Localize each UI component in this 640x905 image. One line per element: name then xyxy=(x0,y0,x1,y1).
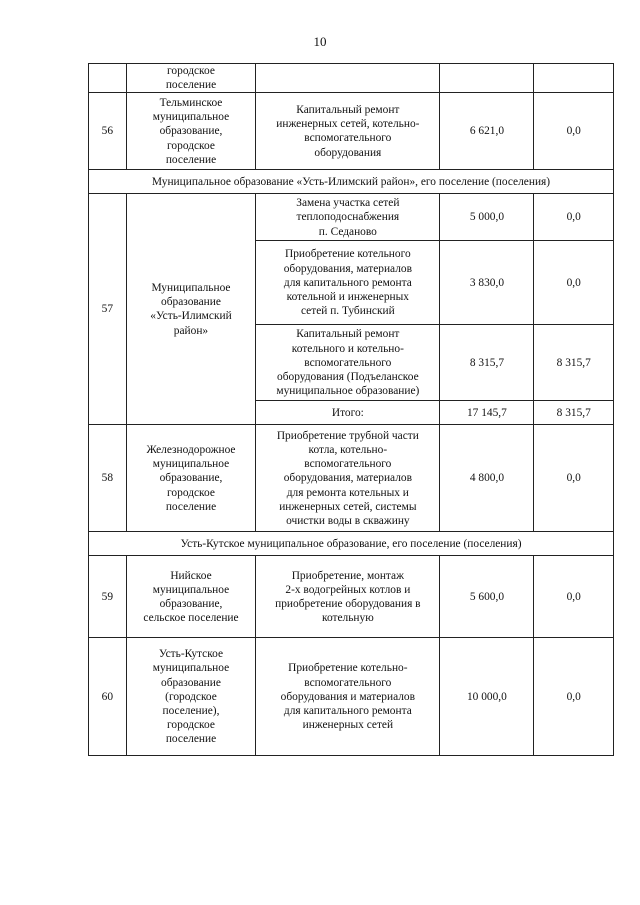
cell-number xyxy=(89,64,127,93)
cell-amount-2: 0,0 xyxy=(534,241,614,325)
cell-number: 60 xyxy=(89,638,127,756)
cell-work: Капитальный ремонт инженерных сетей, котельно- вспомогательного оборудования xyxy=(256,93,440,170)
section-row xyxy=(89,170,614,194)
cell-amount: 5 000,0 xyxy=(440,194,534,241)
cell-number: 58 xyxy=(89,425,127,532)
cell-municipality: городское поселение xyxy=(126,64,256,93)
table-row xyxy=(89,93,614,170)
cell-number: 57 xyxy=(89,194,127,425)
page-number: 10 xyxy=(313,34,327,49)
cell-municipality: Усть-Кутское муниципальное образование (городское поселение), городское поселение xyxy=(126,638,256,756)
total-amount: 17 145,7 xyxy=(440,401,534,425)
cell-municipality: Муниципальное образование «Усть-Илимский район» xyxy=(126,194,256,425)
section-heading: Усть-Кутское муниципальное образование, его поселение (поселения) xyxy=(89,532,614,556)
cell-amount-2: 0,0 xyxy=(534,425,614,532)
cell-municipality: Тельминское муниципальное образование, городское поселение xyxy=(126,93,256,170)
cell-work: Замена участка сетей теплоподоснабжения п. Седаново xyxy=(256,194,440,241)
section-row xyxy=(89,532,614,556)
cell-amount: 10 000,0 xyxy=(440,638,534,756)
cell-amount-2: 0,0 xyxy=(534,194,614,241)
table-row xyxy=(89,194,614,241)
cell-amount-2 xyxy=(534,64,614,93)
cell-number: 59 xyxy=(89,556,127,638)
cell-amount: 8 315,7 xyxy=(440,325,534,401)
cell-work: Приобретение трубной части котла, котельно- вспомогательного оборудования, материалов для ремонта котельных и инженерных сетей, системы очистки воды в скважину xyxy=(256,425,440,532)
total-label: Итого: xyxy=(256,401,440,425)
cell-amount: 5 600,0 xyxy=(440,556,534,638)
cell-municipality: Нийское муниципальное образование, сельское поселение xyxy=(126,556,256,638)
cell-number: 56 xyxy=(89,93,127,170)
cell-amount: 6 621,0 xyxy=(440,93,534,170)
cell-work: Приобретение, монтаж 2-х водогрейных котлов и приобретение оборудования в котельную xyxy=(256,556,440,638)
section-heading: Муниципальное образование «Усть-Илимский район», его поселение (поселения) xyxy=(89,170,614,194)
cell-amount-2: 0,0 xyxy=(534,638,614,756)
table-row xyxy=(89,556,614,638)
cell-amount-2: 8 315,7 xyxy=(534,325,614,401)
cell-amount-2: 0,0 xyxy=(534,556,614,638)
table-row-continued xyxy=(89,64,614,93)
cell-work xyxy=(256,64,440,93)
table-row xyxy=(89,638,614,756)
cell-amount-2: 0,0 xyxy=(534,93,614,170)
total-amount-2: 8 315,7 xyxy=(534,401,614,425)
cell-work: Приобретение котельного оборудования, материалов для капитального ремонта котельной и инженерных сетей п. Тубинский xyxy=(256,241,440,325)
cell-amount: 3 830,0 xyxy=(440,241,534,325)
cell-amount xyxy=(440,64,534,93)
cell-amount: 4 800,0 xyxy=(440,425,534,532)
table-row xyxy=(89,425,614,532)
cell-work: Капитальный ремонт котельного и котельно- вспомогательного оборудования (Подъеланское муниципальное образование) xyxy=(256,325,440,401)
cell-municipality: Железнодорожное муниципальное образование, городское поселение xyxy=(126,425,256,532)
funding-table xyxy=(88,63,614,756)
cell-work: Приобретение котельно- вспомогательного оборудования и материалов для капитального ремонта инженерных сетей xyxy=(256,638,440,756)
